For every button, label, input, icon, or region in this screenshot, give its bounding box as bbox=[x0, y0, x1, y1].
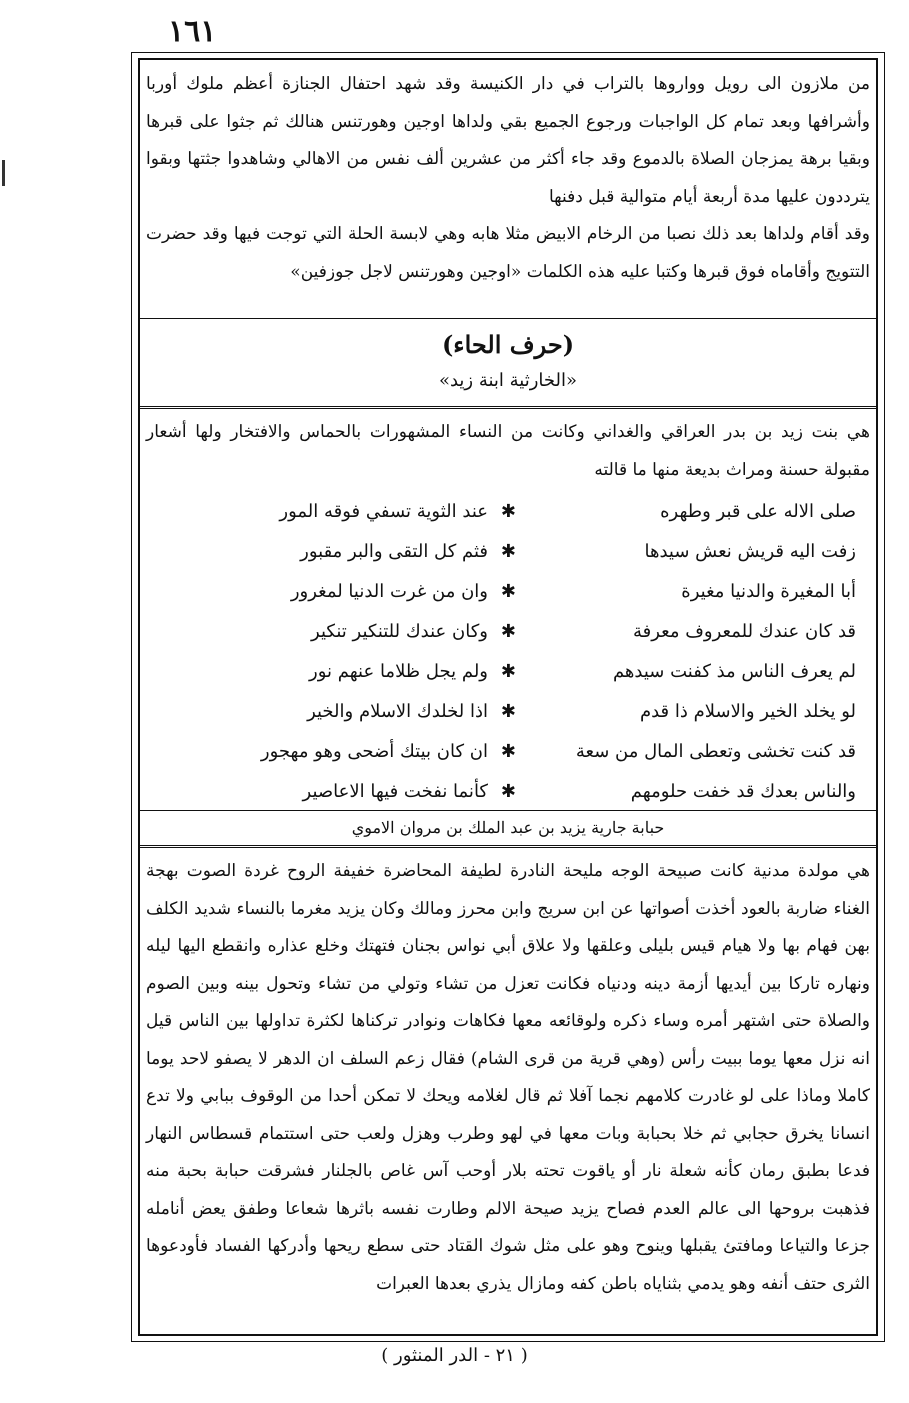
verse-first-half: قد كنت تخشى وتعطى المال من سعة bbox=[575, 741, 856, 762]
verse-line bbox=[150, 732, 866, 772]
divider bbox=[140, 810, 876, 811]
verse-second-half: وان من غرت الدنيا لمغرور bbox=[290, 581, 488, 602]
margin-mark bbox=[2, 160, 5, 186]
entry-title: «الخارثية ابنة زيد» bbox=[438, 370, 578, 391]
paragraph: من ملازون الى رويل وواروها بالتراب في دار الكنيسة وقد شهد احتفال الجنازة أعظم ملوك أوربا وأشرافها وبعد تمام كل الواجبات ورجوع الجميع بقي ولداها اوجين وهورتنس هنالك ثم جثوا على قبرها وبقيا برهة يمزجان الصلاة بالدموع وقد جاء أكثر من عشرين ألف نفس من الاهالي وشاهدوا جثتها وبقوا يترددون عليها مدة أربعة أيام متوالية قبل دفنها bbox=[146, 74, 871, 207]
entry-intro: هي بنت زيد بن بدر العراقي والغداني وكانت من النساء المشهورات بالحماس والافتخار ولها أشعار مقبولة حسنة ومراث بديعة منها ما قالته bbox=[146, 422, 870, 480]
verse-second-half: عند الثوية تسفي فوقه المور bbox=[279, 501, 488, 522]
verse-first-half: زفت اليه قريش نعش سيدها bbox=[644, 541, 856, 562]
verse-second-half: كأنما نفخت فيها الاعاصير bbox=[302, 781, 488, 802]
star-separator-icon: ✱ bbox=[500, 781, 516, 802]
divider bbox=[140, 406, 876, 409]
chapter-title: (حرف الحاء) bbox=[441, 330, 575, 359]
verse-first-half: لو يخلد الخير والاسلام ذا قدم bbox=[639, 701, 856, 722]
verse-second-half: وكان عندك للتنكير تنكير bbox=[311, 621, 488, 642]
verse-second-half: اذا لخلدك الاسلام والخير bbox=[307, 701, 488, 722]
page-footer: ( ٢١ - الدر المنثور ) bbox=[381, 1345, 528, 1366]
verse-line bbox=[150, 692, 866, 732]
page-number: ١٦١ bbox=[168, 14, 217, 49]
inscription: «اوجين وهورتنس لاجل جوزفين» bbox=[290, 261, 522, 282]
verse-first-half: لم يعرف الناس مذ كفنت سيدهم bbox=[612, 661, 856, 682]
verse-first-half: أبا المغيرة والدنيا مغيرة bbox=[681, 581, 856, 602]
entry-title: حبابة جارية يزيد بن عبد الملك بن مروان الاموي bbox=[351, 818, 665, 837]
divider bbox=[140, 845, 876, 848]
verse-line bbox=[150, 532, 866, 572]
star-separator-icon: ✱ bbox=[500, 741, 516, 762]
verse-line bbox=[150, 652, 866, 692]
verse-first-half: صلى الاله على قبر وطهره bbox=[660, 501, 856, 522]
verse-first-half: قد كان عندك للمعروف معرفة bbox=[633, 621, 856, 642]
verse-line bbox=[150, 492, 866, 532]
star-separator-icon: ✱ bbox=[500, 501, 516, 522]
divider bbox=[140, 318, 876, 319]
verse-second-half: ولم يجل ظلاما عنهم نور bbox=[309, 661, 488, 682]
verse-second-half: فثم كل التقى والبر مقبور bbox=[300, 541, 488, 562]
section-josephine bbox=[146, 66, 870, 291]
verse-second-half: ان كان بيتك أضحى وهو مهجور bbox=[260, 741, 488, 762]
verse-line bbox=[150, 612, 866, 652]
verse-line bbox=[150, 572, 866, 612]
verse-first-half: والناس بعدك قد خفت حلومهم bbox=[630, 781, 856, 802]
star-separator-icon: ✱ bbox=[500, 581, 516, 602]
star-separator-icon: ✱ bbox=[500, 621, 516, 642]
paragraph: وقد أقام ولداها بعد ذلك نصبا من الرخام الابيض مثلا هابه وهي لابسة الحلة التي توجت فيها وقد حضرت التتويج وأقاماه فوق قبرها وكتبا عليه هذه الكلمات «اوجين وهورتنس لاجل جوزفين» bbox=[146, 224, 870, 282]
star-separator-icon: ✱ bbox=[500, 541, 516, 562]
verse-line bbox=[150, 772, 866, 812]
star-separator-icon: ✱ bbox=[500, 661, 516, 682]
star-separator-icon: ✱ bbox=[500, 701, 516, 722]
entry-habbaba-text: هي مولدة مدنية كانت صبيحة الوجه مليحة النادرة لطيفة المحاضرة خفيفة الروح غردة الصوت بهجة الغناء ضاربة بالعود أخذت أصواتها عن ابن سريج وابن محرز ومالك وكان يزيد مغرما بالنساء شديد الكلف بهن فهام بها ولا هيام قيس بليلى وعلقها ولا علاق أبي نواس بجنان فتهتك وخلع عذاره وانقطع اليها ليله ونهاره تاركا بين أيديها أزمة دينه ودنياه فكانت تعزل من تشاء وتولي من تشاء وتحول بينه وبين الصوم والصلاة حتى اشتهر أمره وساء ذكره ولوقائعه معها فكاهات ونوادر تركناها لكثرة تداولها بين الناس قيل انه نزل معها يوما ببيت رأس (وهي قرية من قرى الشام) فقال زعم السلف ان الدهر لا يصفو لاحد يوما كاملا وماذا على لو غادرت كلامهم نجما آفلا ثم قال لغلامه ويحك لا تمكن أحدا من الوقوف ببابي ولا تدع انسانا يخرق حجابي ثم خلا بحبابة وبات معها في لهو وطرب وهزل ولعب حتى استتمام قسطاس النهار فدعا بطبق رمان كأنه شعلة نار أو ياقوت تحته بلار أوحب آس غاص بالجلنار فشرقت حبابة بحبة منه فذهبت بروحها الى عالم العدم فصاح يزيد صيحة الالم وطارت نفسه باثرها شعاعا وطفق يعض أنامله جزعا والتياعا ومافتئ يقبلها وينوح وهو على مثل شوك القتاد حتى سطع ريحها وأدركها الفساد فأودعوها الثرى حتف أنفه وهو يدمي بثناياه باطن كفه ومازال يذري بعدها العبرات bbox=[146, 861, 870, 1294]
